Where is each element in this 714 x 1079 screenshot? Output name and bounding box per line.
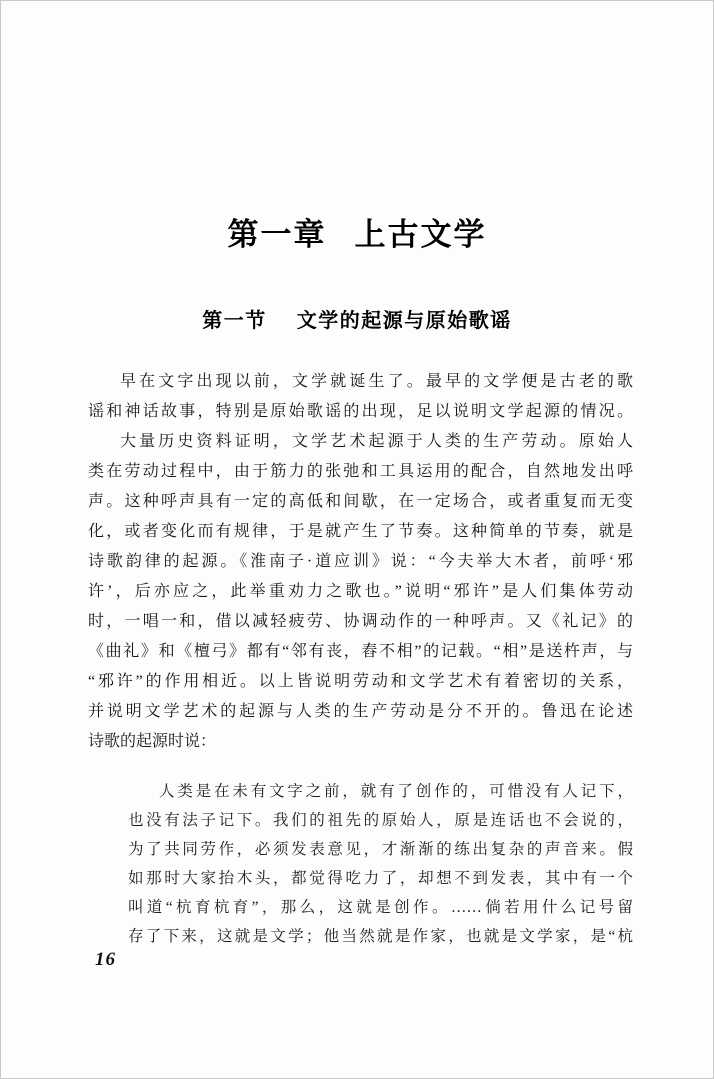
text-line: 诗歌韵律的起源。《淮南子·道应训》说：“今夫举大木者，前呼‘邪 bbox=[88, 553, 633, 570]
text-line: 类在劳动过程中，由于筋力的张弛和工具运用的配合，自然地发出呼 bbox=[88, 463, 633, 480]
quote-line: 也没有法子记下。我们的祖先的原始人，原是连话也不会说的， bbox=[128, 812, 633, 829]
text-line: 大量历史资料证明，文学艺术起源于人类的生产劳动。原始人 bbox=[120, 433, 633, 450]
quote-line: 为了共同劳作，必须发表意见，才渐渐的练出复杂的声音来。假 bbox=[128, 841, 633, 858]
text-line: 许’，后亦应之，此举重劝力之歌也。”说明“邪许”是人们集体劳动 bbox=[88, 583, 633, 600]
chapter-title bbox=[1, 209, 713, 254]
page-number: 16 bbox=[95, 949, 116, 970]
quote-line: 人类是在未有文字之前，就有了创作的，可惜没有人记下， bbox=[159, 783, 633, 800]
block-quote bbox=[128, 777, 633, 951]
chapter-name: 上古文学 bbox=[354, 217, 487, 252]
section-number: 第一节 bbox=[202, 310, 267, 332]
text-line: 谣和神话故事，特别是原始歌谣的出现，足以说明文学起源的情况。 bbox=[88, 403, 633, 420]
text-line: 声。这种呼声具有一定的高低和间歇，在一定场合，或者重复而无变 bbox=[88, 493, 633, 510]
body-text bbox=[88, 367, 633, 757]
text-line: “邪许”的作用相近。以上皆说明劳动和文学艺术有着密切的关系， bbox=[88, 673, 633, 690]
text-line: 诗歌的起源时说： bbox=[88, 733, 217, 750]
text-line: 早在文字出现以前，文学就诞生了。最早的文学便是古老的歌 bbox=[120, 373, 633, 390]
text-line: 《曲礼》和《檀弓》都有“邻有丧，舂不相”的记载。“相”是送杵声，与 bbox=[88, 643, 633, 660]
quote-line: 叫道“杭育杭育”，那么，这就是创作。……倘若用什么记号留 bbox=[128, 899, 633, 916]
section-name: 文学的起源与原始歌谣 bbox=[296, 310, 512, 332]
chapter-number: 第一章 bbox=[227, 217, 327, 252]
section-title bbox=[1, 304, 713, 333]
text-line: 时，一唱一和，借以减轻疲劳、协调动作的一种呼声。又《礼记》的 bbox=[88, 613, 633, 630]
quote-line: 如那时大家抬木头，都觉得吃力了，却想不到发表，其中有一个 bbox=[128, 870, 633, 887]
quote-line: 存了下来，这就是文学；他当然就是作家，也就是文学家，是“杭 bbox=[128, 928, 633, 945]
text-line: 并说明文学艺术的起源与人类的生产劳动是分不开的。鲁迅在论述 bbox=[88, 703, 633, 720]
text-line: 化，或者变化而有规律，于是就产生了节奏。这种简单的节奏，就是 bbox=[88, 523, 633, 540]
